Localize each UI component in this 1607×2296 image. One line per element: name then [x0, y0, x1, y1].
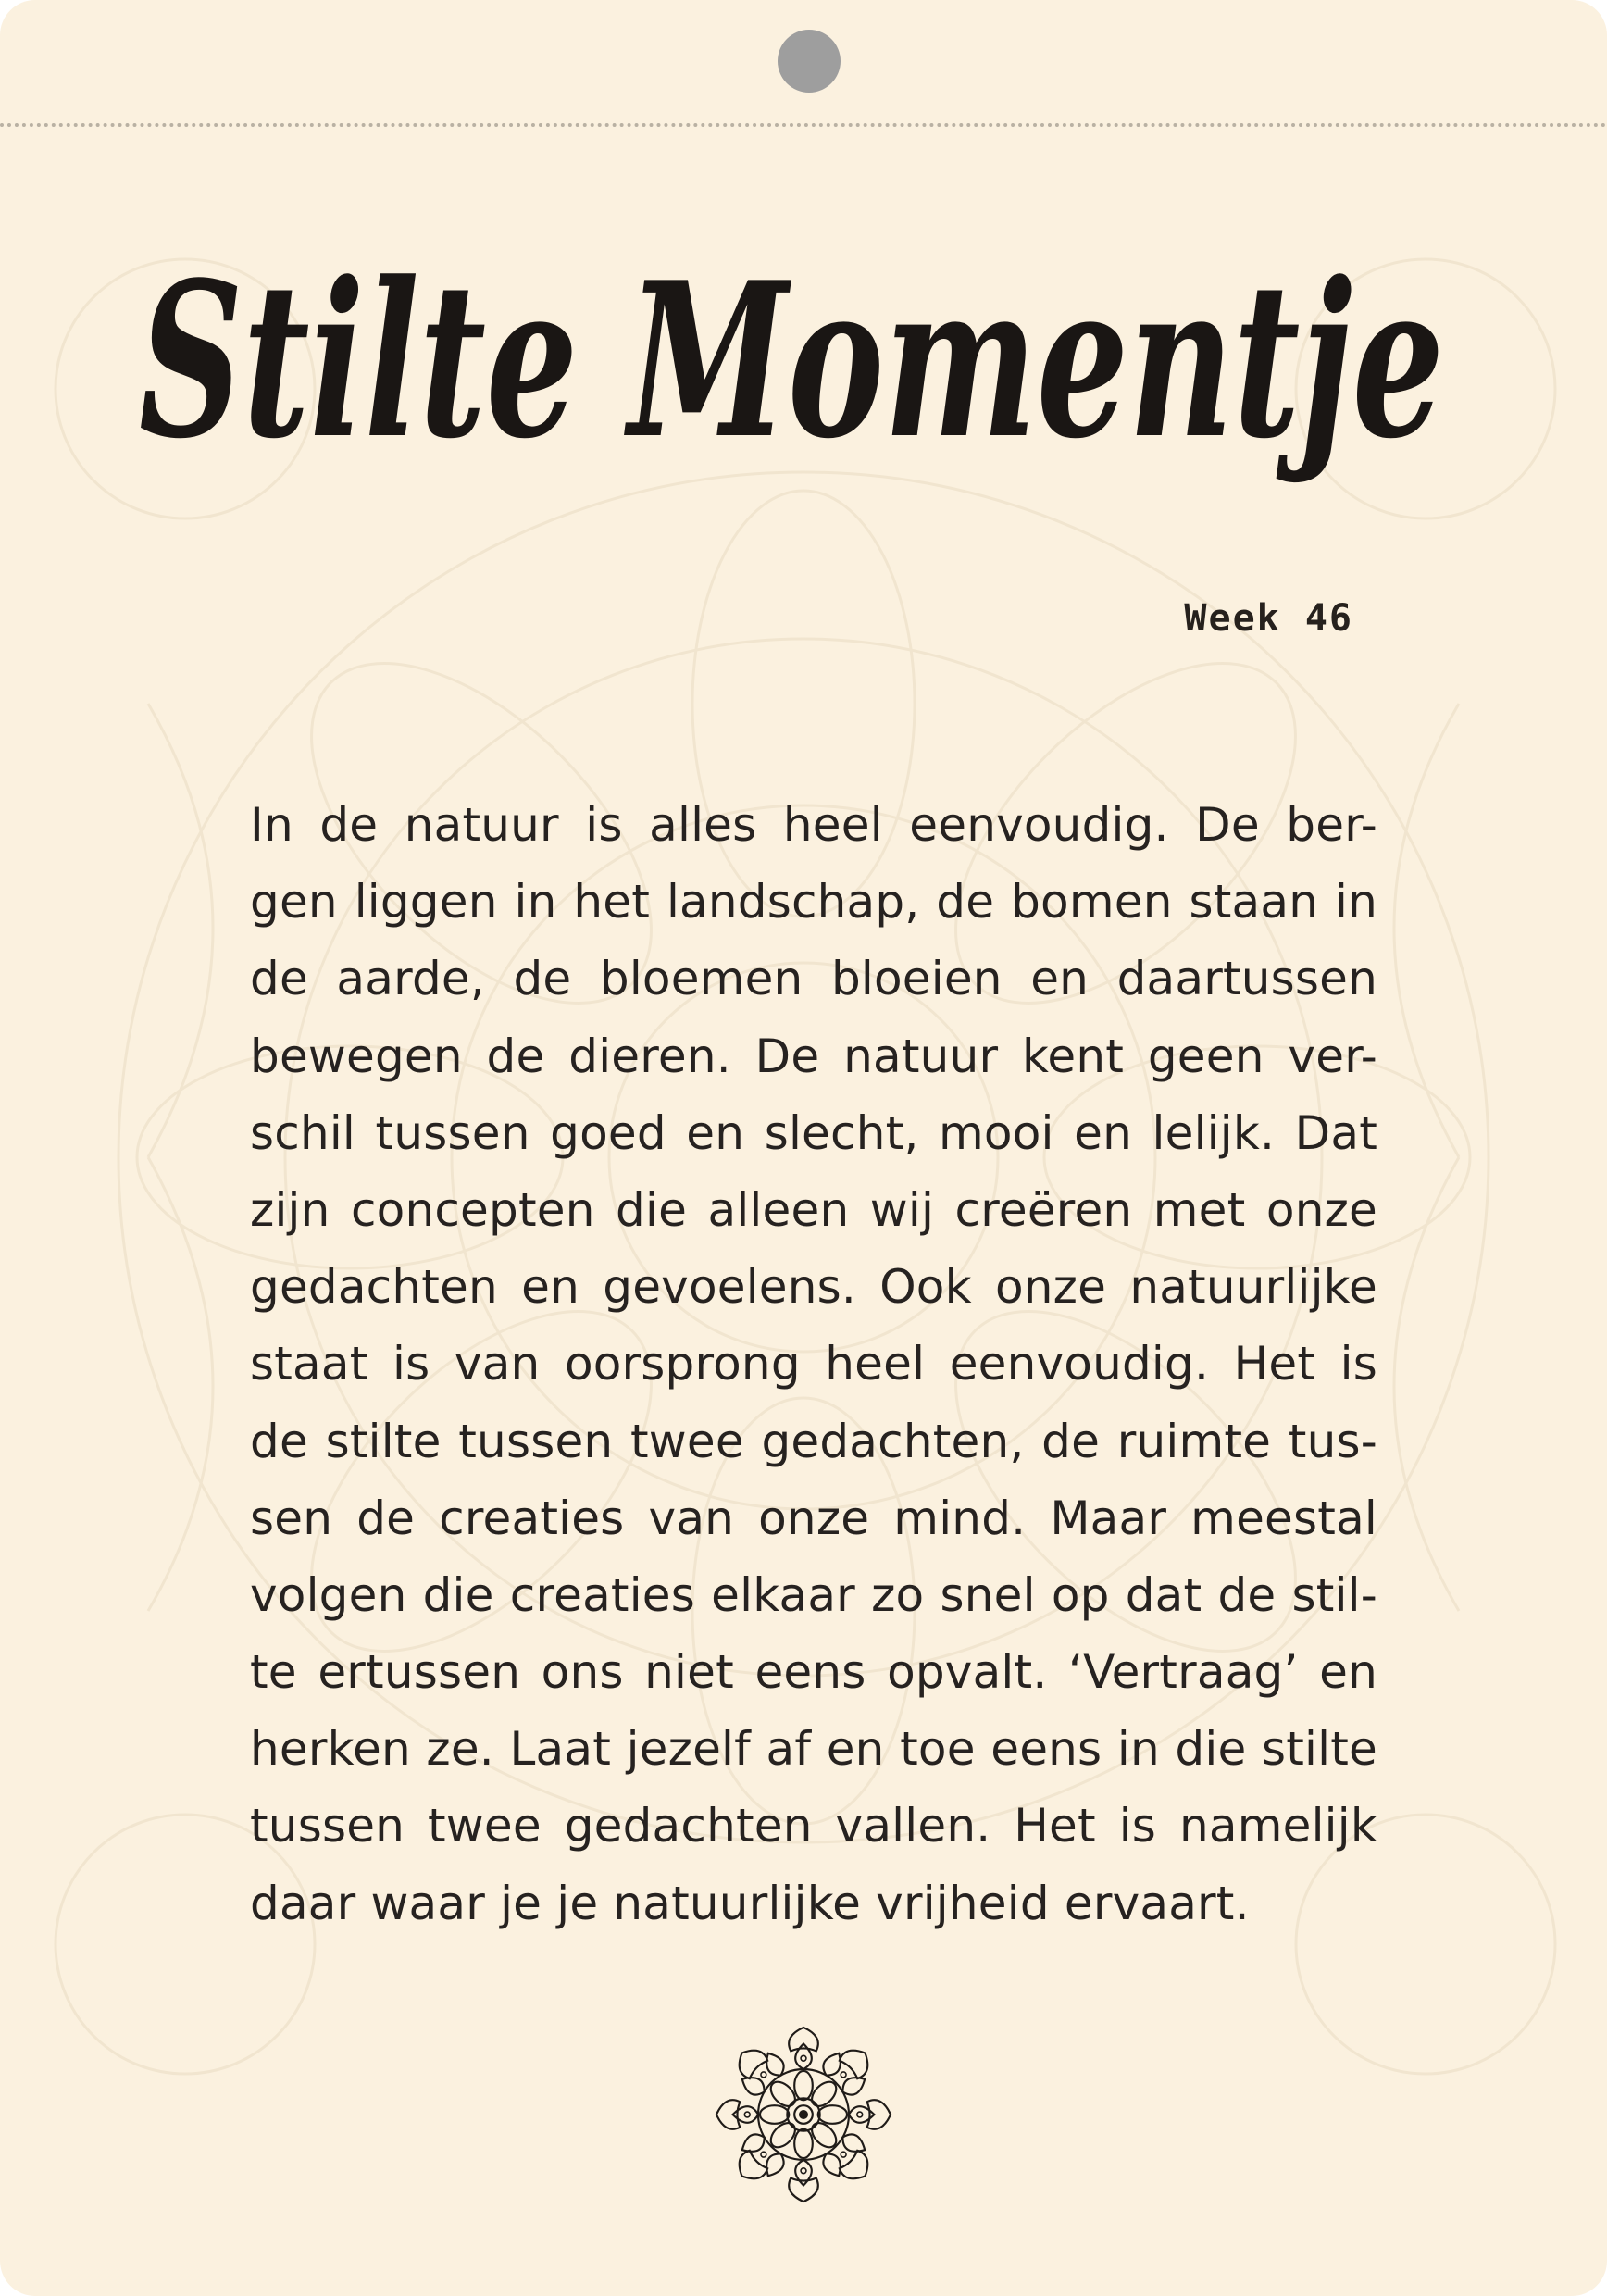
body-line: gedachten en gevoelens. Ook onze natuurlijke — [250, 1260, 1377, 1315]
punch-hole-icon — [778, 30, 841, 93]
card-title — [139, 231, 1481, 546]
body-line: zijn concepten die alleen wij creëren met onze — [250, 1182, 1377, 1237]
body-line: staat is van oorsprong heel eenvoudig. Het is — [250, 1337, 1377, 1391]
body-line: tussen twee gedachten vallen. Het is namelijk — [250, 1799, 1377, 1853]
body-line: bewegen de dieren. De natuur kent geen ver- — [250, 1029, 1377, 1083]
body-line: daar waar je je natuurlijke vrijheid ervaart. — [250, 1876, 1250, 1930]
body-line: te ertussen ons niet eens opvalt. ‘Vertraag’ en — [250, 1645, 1377, 1700]
body-paragraph — [250, 787, 1377, 1942]
body-line: schil tussen goed en slecht, mooi en lelijk. Dat — [250, 1105, 1377, 1160]
card-title-text: Stilte Momentje — [139, 236, 1444, 486]
body-line: herken ze. Laat jezelf af en toe eens in die stilte — [250, 1722, 1377, 1777]
body-line: sen de creaties van onze mind. Maar meestal — [250, 1491, 1377, 1545]
week-label: Week 46 — [1184, 597, 1353, 640]
perforation-line — [0, 123, 1607, 127]
body-line: gen liggen in het landschap, de bomen staan in — [250, 875, 1377, 930]
body-line: In de natuur is alles heel eenvoudig. De ber- — [250, 798, 1377, 852]
body-line: de stilte tussen twee gedachten, de ruimte tus- — [250, 1414, 1377, 1468]
mandala-icon — [713, 2024, 894, 2205]
body-line: de aarde, de bloemen bloeien en daartussen — [250, 952, 1377, 1006]
body-line: volgen die creaties elkaar zo snel op dat de stil- — [250, 1567, 1377, 1622]
